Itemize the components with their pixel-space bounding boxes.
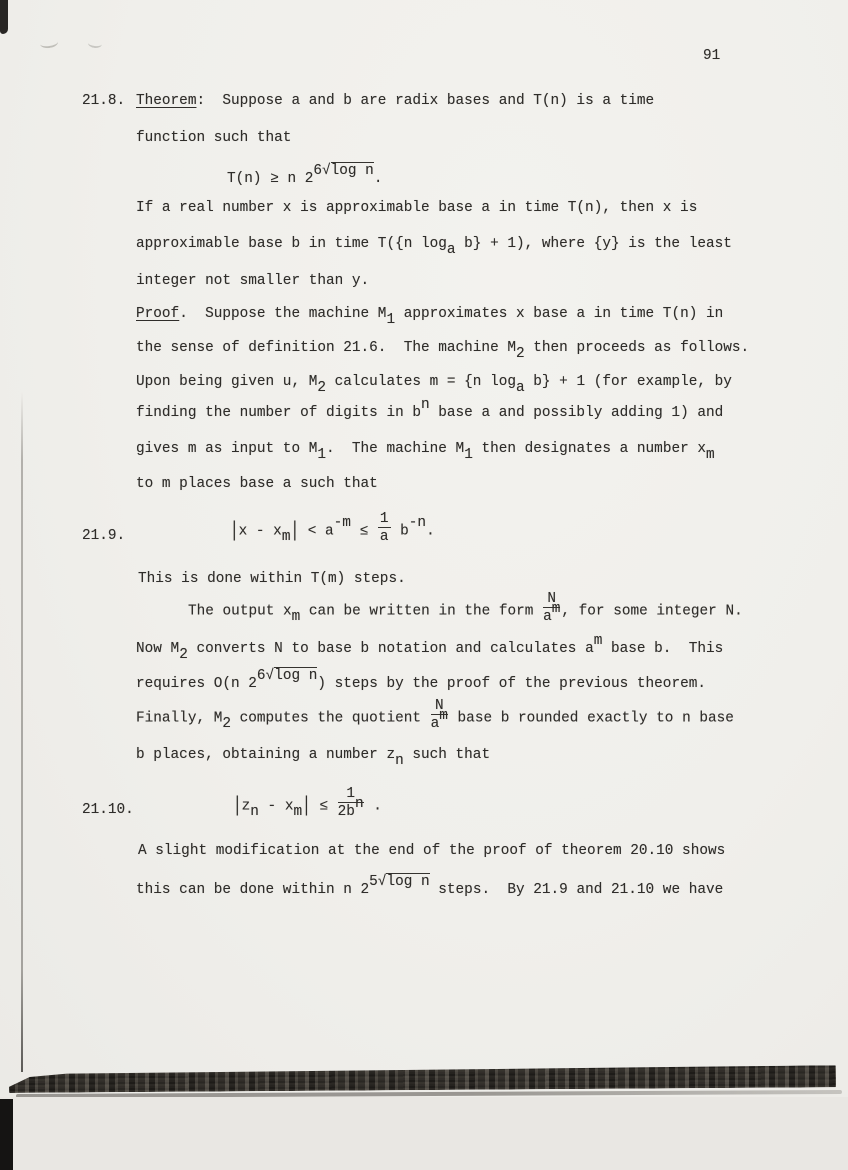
text-line-proof-5: gives m as input to M1. The machine M1 then designates a number xm [136,441,715,464]
text-line-proof-3: Upon being given u, M2 calculates m = {n loga b} + 1 (for example, by [136,374,732,397]
text-line-proof-10: requires O(n 26√log n) steps by the proof of the previous theorem. [136,668,706,692]
text-line-statement-3: integer not smaller than y. [136,273,370,289]
scan-edge-strip [0,1099,13,1170]
text-line-statement-1: If a real number x is approximable base a in time T(n), then x is [136,200,698,216]
scanner-bed [0,1097,848,1170]
display-formula-21-10: |zn - xm| ≤ $\frac{1}{2bn}$ . [233,786,382,821]
scan-corner-artifact [0,0,8,34]
text-line-proof-2: the sense of definition 21.6. The machine M2 then proceeds as follows. [136,340,750,363]
text-line-proof-14: this can be done within n 25√log n steps. By 21.9 and 21.10 we have [136,874,724,898]
text-line-theorem-1: Theorem: Suppose a and b are radix bases and T(n) is a time [136,93,655,109]
page-fold-line [21,392,23,1072]
text-line-proof-12: b places, obtaining a number zn such that [136,747,491,770]
text-line-proof-9: Now M2 converts N to base b notation and calculates am base b. This [136,633,724,664]
text-line-proof-6: to m places base a such that [136,476,378,492]
text-line-statement-2: approximable base b in time T({n loga b} + 1), where {y} is the least [136,236,732,259]
text-line-proof-7: This is done within T(m) steps. [138,571,406,587]
text-line-proof-1: Proof. Suppose the machine M1 approximates x base a in time T(n) in [136,306,724,329]
section-label-21-9: 21.9. [82,528,126,544]
page-number: 91 [703,48,721,64]
text-line-proof-11: Finally, M2 computes the quotient $\frac{N}{am}$ base b rounded exactly to n base [136,698,734,733]
text-line-theorem-2: function such that [136,130,292,146]
text-line-proof-13: A slight modification at the end of the proof of theorem 20.10 shows [138,843,726,859]
text-line-proof-8: The output xm can be written in the form $\frac{N}{am}$ , for some integer N. [188,591,743,626]
text-line-proof-4: finding the number of digits in bn base a and possibly adding 1) and [136,397,724,421]
section-label-21-10: 21.10. [82,802,134,818]
display-formula-21-9: |x - xm| < a-m ≤ $\frac{1}{a}$ b-n. [230,511,435,546]
display-formula-Tn: T(n) ≥ n 26√log n. [227,163,383,187]
section-label-21-8: 21.8. [82,93,126,109]
